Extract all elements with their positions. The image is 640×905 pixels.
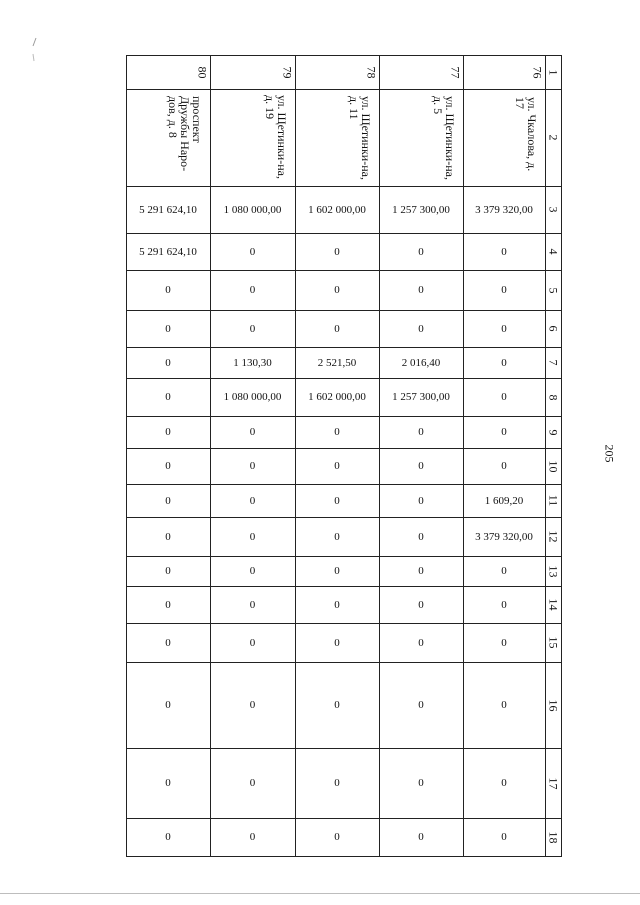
value-cell: 0 (418, 284, 424, 296)
record-number: 79 (280, 66, 295, 78)
value-cell: 0 (334, 460, 340, 472)
record-address: ул. Щетинки-на, д. 5 (431, 95, 457, 180)
value-cell: 0 (501, 245, 507, 258)
record-number: 76 (530, 66, 545, 78)
value-cell: 1 080 000,00 (223, 203, 282, 216)
value-cell: 0 (418, 460, 424, 472)
value-cell: 0 (165, 391, 171, 403)
column-number-header: 8 (546, 394, 561, 400)
value-cell: 0 (501, 831, 507, 843)
record-address: проспект Дружбы Наро-дов, д. 8 (166, 95, 204, 171)
value-cell: 0 (249, 426, 256, 438)
value-cell: 0 (501, 699, 507, 711)
table-vertical-rule (561, 55, 562, 857)
value-cell: 1 080 000,00 (223, 391, 282, 403)
record-address: ул. Щетинки-на, д. 19 (263, 95, 289, 179)
value-cell: 5 291 624,10 (139, 245, 197, 258)
table-horizontal-rule (126, 856, 562, 857)
value-cell: 0 (334, 636, 340, 649)
value-cell: 0 (501, 426, 507, 438)
value-cell: 3 379 320,00 (475, 203, 533, 216)
record-address: ул. Чкалова, д. 17 (513, 96, 539, 171)
value-cell: 0 (334, 777, 340, 789)
value-cell: 1 602 000,00 (308, 203, 366, 216)
column-number-header: 2 (546, 134, 561, 141)
column-number-header: 4 (546, 248, 561, 255)
value-cell: 0 (501, 284, 507, 296)
value-cell: 1 609,20 (484, 494, 524, 507)
value-cell: 0 (418, 777, 424, 789)
value-cell: 0 (165, 831, 171, 843)
value-cell: 1 257 300,00 (392, 391, 450, 403)
value-cell: 0 (249, 284, 256, 296)
value-cell: 0 (501, 460, 507, 472)
value-cell: 0 (334, 245, 340, 258)
value-cell: 0 (249, 322, 256, 335)
record-number: 77 (448, 66, 463, 78)
value-cell: 0 (501, 565, 507, 577)
value-cell: 0 (418, 831, 424, 843)
column-number-header: 7 (546, 359, 561, 366)
value-cell: 0 (165, 356, 171, 369)
value-cell: 0 (165, 699, 171, 711)
column-number-header: 11 (546, 494, 561, 507)
value-cell: 2 016,40 (401, 356, 441, 369)
value-cell: 0 (165, 494, 171, 507)
value-cell: 0 (501, 356, 507, 369)
value-cell: 0 (334, 426, 340, 438)
column-number-header: 18 (546, 831, 561, 843)
value-cell: 0 (334, 598, 340, 611)
column-number-header: 1 (546, 69, 561, 75)
value-cell: 0 (334, 565, 340, 577)
value-cell: 1 602 000,00 (308, 391, 366, 403)
record-number: 78 (364, 66, 379, 78)
value-cell: 0 (418, 530, 424, 543)
value-cell: 0 (249, 460, 256, 472)
page-bottom-rule (0, 893, 640, 894)
column-number-header: 6 (546, 325, 561, 332)
column-number-header: 17 (546, 777, 561, 789)
value-cell: 0 (165, 598, 171, 611)
record-number: 80 (195, 66, 210, 78)
value-cell: 2 521,50 (317, 356, 357, 369)
value-cell: 0 (249, 831, 256, 843)
value-cell: 0 (165, 426, 171, 438)
value-cell: 1 130,30 (233, 356, 272, 369)
value-cell: 0 (249, 699, 256, 711)
column-number-header: 5 (546, 287, 561, 293)
column-number-header: 12 (546, 530, 561, 543)
value-cell: 0 (249, 565, 256, 577)
column-number-header: 16 (546, 699, 561, 711)
value-cell: 0 (165, 322, 171, 335)
value-cell: 0 (418, 322, 424, 335)
value-cell: 0 (249, 636, 256, 649)
value-cell: 0 (501, 598, 507, 611)
column-number-header: 9 (546, 429, 561, 435)
value-cell: 0 (418, 245, 424, 258)
column-number-header: 14 (546, 598, 561, 611)
value-cell: 0 (165, 284, 171, 296)
value-cell: 0 (418, 565, 424, 577)
value-cell: 0 (334, 530, 340, 543)
value-cell: 0 (334, 284, 340, 296)
value-cell: 0 (334, 322, 340, 335)
value-cell: 0 (418, 494, 424, 507)
value-cell: 0 (501, 322, 507, 335)
value-cell: 0 (418, 426, 424, 438)
value-cell: 0 (249, 598, 256, 611)
value-cell: 0 (249, 777, 256, 789)
value-cell: 0 (501, 636, 507, 649)
value-cell: 5 291 624,10 (139, 203, 197, 216)
value-cell: 0 (334, 494, 340, 507)
value-cell: 0 (249, 494, 256, 507)
value-cell: 0 (334, 831, 340, 843)
value-cell: 0 (165, 777, 171, 789)
page-number: 205 (602, 444, 617, 462)
value-cell: 0 (418, 636, 424, 649)
value-cell: 0 (165, 530, 171, 543)
value-cell: 0 (418, 699, 424, 711)
value-cell: 0 (418, 598, 424, 611)
value-cell: 3 379 320,00 (475, 530, 533, 543)
value-cell: 1 257 300,00 (392, 203, 450, 216)
value-cell: 0 (249, 530, 256, 543)
record-address: ул. Щетинки-на, д. 11 (347, 95, 373, 180)
value-cell: 0 (165, 636, 171, 649)
value-cell: 0 (501, 777, 507, 789)
scan-artifact-mark (30, 34, 42, 70)
column-number-header: 13 (546, 565, 561, 577)
value-cell: 0 (501, 391, 507, 403)
value-cell: 0 (249, 245, 256, 258)
column-number-header: 15 (546, 636, 561, 649)
column-number-header: 3 (546, 206, 561, 213)
value-cell: 0 (334, 699, 340, 711)
value-cell: 0 (165, 565, 171, 577)
column-number-header: 10 (546, 460, 561, 472)
value-cell: 0 (165, 460, 171, 472)
